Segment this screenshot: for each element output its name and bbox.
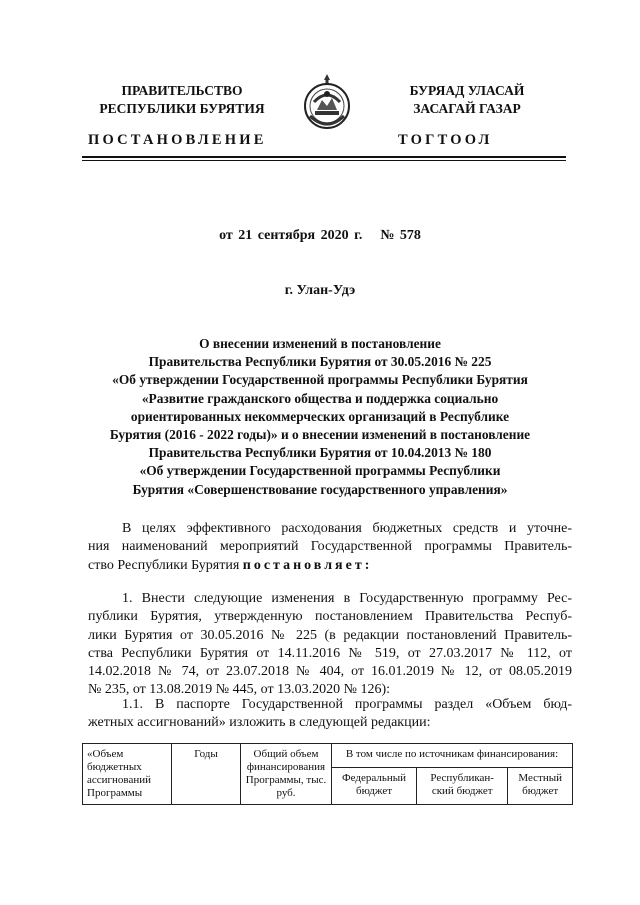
paragraph-line-final	[88, 557, 572, 575]
table-header-cell: «Объем бюджетных ассигнований Программы	[83, 744, 172, 805]
title-line: ориентированных некоммерческих организаций в Республике	[130, 408, 510, 424]
table-header-cell: В том числе по источникам финансирования:	[332, 744, 573, 768]
paragraph-preamble	[88, 520, 572, 575]
buryatia-coat-of-arms-icon	[300, 72, 354, 136]
title-line: Бурятия «Совершенствование государственного управления»	[132, 481, 508, 497]
title-line: «Об утверждении Государственной программы Республики Бурятия	[112, 372, 528, 388]
header-right-line2: ЗАСАГАЙ ГАЗАР	[413, 101, 521, 116]
document-title	[95, 335, 545, 499]
header-right-block	[382, 82, 552, 118]
paragraph-line: 14.02.2018 № 74, от 23.07.2018 № 404, от 16.01.2019 № 12, от 08.05.2019	[88, 664, 572, 680]
paragraph-line: ния наименований мероприятий Государственной программы Правитель-	[88, 539, 572, 555]
document-date-line	[0, 228, 640, 244]
header-rule-thick	[82, 156, 566, 158]
title-line: «Развитие гражданского общества и поддержка социально	[141, 390, 499, 406]
paragraph-item-1	[88, 590, 572, 700]
header-left-line1: ПРАВИТЕЛЬСТВО	[121, 83, 243, 98]
document-number: № 578	[380, 228, 421, 243]
table-header-cell: Федеральный бюджет	[332, 767, 417, 804]
budget-table	[82, 743, 573, 805]
header-right-line1: БУРЯАД УЛАСАЙ	[409, 83, 525, 98]
table-header-cell: Республикан-ский бюджет	[417, 767, 508, 804]
table-header-cell: Годы	[172, 744, 241, 805]
title-line: «Об утверждении Государственной программы Республики	[139, 463, 501, 479]
header-left-block	[82, 82, 282, 118]
paragraph-line: публики Бурятия, утвержденную постановлением Правительства Респуб-	[88, 609, 572, 625]
title-line: Правительства Республики Бурятия от 10.04.2013 № 180	[148, 445, 492, 461]
paragraph-line: лики Бурятия от 30.05.2016 № 225 (в редакции постановлений Правитель-	[88, 627, 572, 643]
paragraph-item-1-1	[88, 696, 572, 733]
title-line: Бурятия (2016 - 2022 годы)» и о внесении изменений в постановление	[109, 427, 531, 443]
title-line: О внесении изменений в постановление	[199, 336, 441, 351]
document-type-ru: ПОСТАНОВЛЕНИЕ	[88, 132, 267, 148]
resolves-word: постановляет:	[242, 557, 373, 573]
document-city: г. Улан-Удэ	[284, 283, 356, 298]
paragraph-line: 1.1. В паспорте Государственной программы раздел «Объем бюд-	[122, 697, 572, 712]
table-header-cell: Общий объем финансирования Программы, тыс. руб.	[241, 744, 332, 805]
table-row	[83, 744, 573, 768]
paragraph-line: жетных ассигнований» изложить в следующей редакции:	[88, 715, 431, 731]
paragraph-text: ство Республики Бурятия	[88, 557, 240, 573]
title-line: Правительства Республики Бурятия от 30.05.2016 № 225	[148, 354, 492, 370]
document-type-bua: ТОГТООЛ	[398, 132, 493, 148]
header-left-line2: РЕСПУБЛИКИ БУРЯТИЯ	[99, 101, 265, 116]
paragraph-line: № 235, от 13.08.2019 № 445, от 13.03.2020 № 126):	[88, 682, 390, 698]
paragraph-line: 1. Внести следующие изменения в Государственную программу Рес-	[122, 591, 572, 606]
paragraph-line: В целях эффективного расходования бюджетных средств и уточне-	[122, 521, 572, 536]
header-rule-thin	[82, 160, 566, 161]
table-header-cell: Местный бюджет	[508, 767, 573, 804]
paragraph-line: ства Республики Бурятия от 14.11.2016 № 519, от 27.03.2017 № 112, от	[88, 645, 572, 661]
document-date: от 21 сентября 2020 г.	[219, 228, 363, 243]
